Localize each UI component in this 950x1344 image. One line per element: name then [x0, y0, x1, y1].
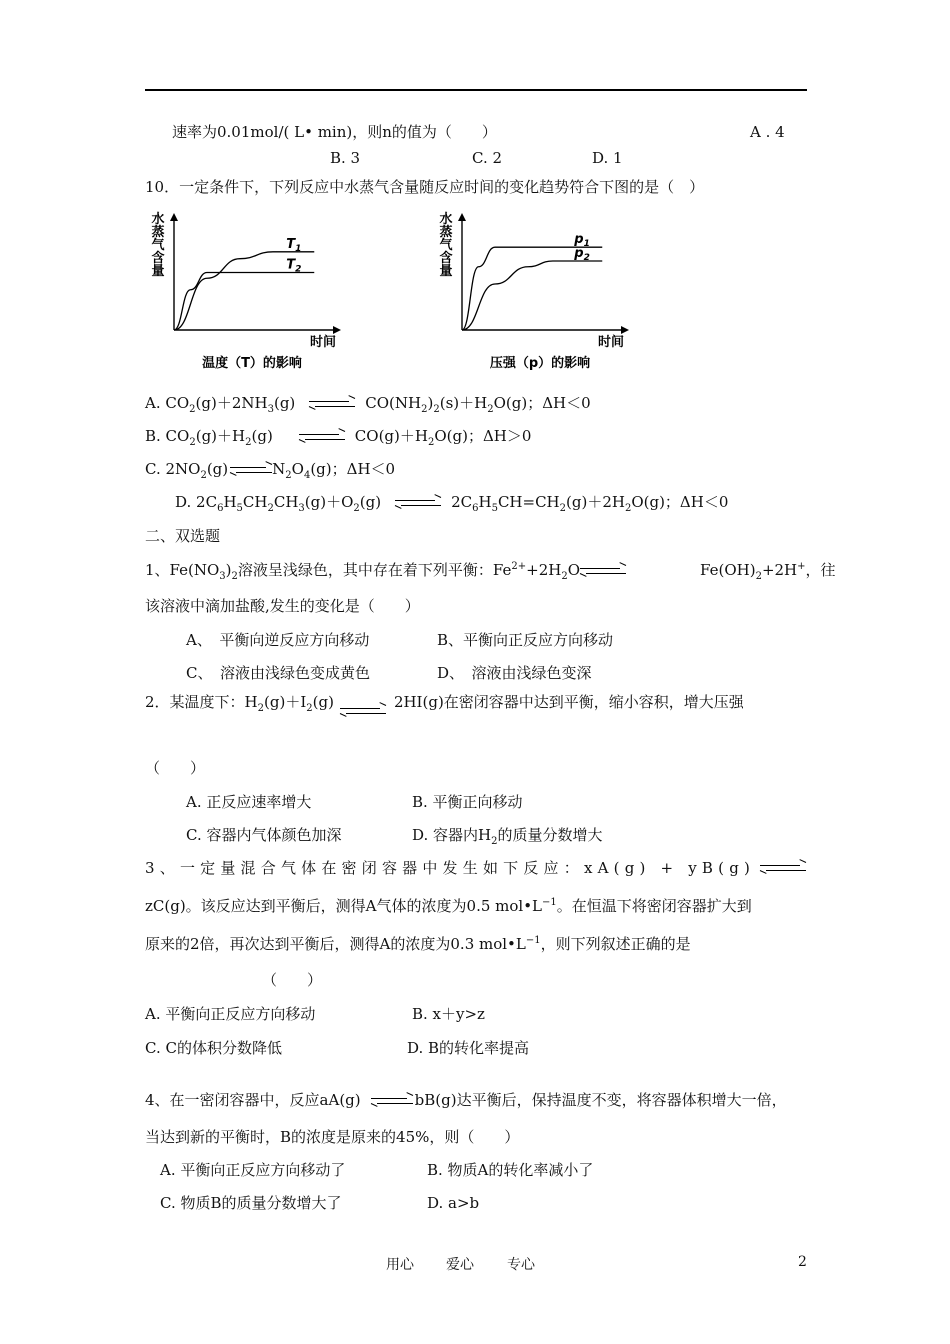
y-axis-label: 蒸 [439, 225, 453, 240]
q10-stem: 10．一定条件下，下列反应中水蒸气含量随反应时间的变化趋势符合下图的是（ ） [145, 178, 705, 196]
series-label-T2: $T_2$ [286, 257, 302, 275]
page-number: 2 [798, 1254, 807, 1270]
q9-option-c: C. 2 [472, 149, 503, 167]
y-axis-label: 量 [439, 264, 453, 279]
equilibrium-arrow-icon [371, 1096, 413, 1106]
y-axis-label: 含 [151, 251, 165, 266]
y-axis-label: 气 [439, 238, 453, 253]
y-axis-label: 蒸 [151, 225, 165, 240]
s2q1-option-a: A、 平衡向逆反应方向移动 [186, 631, 370, 649]
s2q4-option-d: D. a>b [427, 1194, 480, 1212]
q9-option-a: A . 4 [750, 123, 785, 141]
series-label-p1: $p_1$ [574, 232, 590, 250]
series-line-T2 [174, 273, 314, 331]
s2q2-option-b: B. 平衡正向移动 [412, 793, 523, 811]
s2q3-stem-line4: （ ） [262, 971, 323, 989]
footer-slogan-2: 爱心 [446, 1257, 474, 1273]
s2q1-stem-line2: 该溶液中滴加盐酸,发生的变化是（ ） [145, 597, 420, 615]
chart-caption: 温度（T）的影响 [202, 356, 302, 371]
y-axis-arrow-icon [170, 213, 178, 221]
s2q1-option-c: C、 溶液由浅绿色变成黄色 [186, 664, 370, 682]
header-rule [145, 89, 807, 91]
s2q4-option-c: C. 物质B的质量分数增大了 [160, 1194, 342, 1212]
s2q1-stem-line1: 1、$Fe(NO_3)_2$溶液呈浅绿色，其中存在着下列平衡：$Fe^{2+}+2H_2O$ $Fe(OH)_2+2H^+$，往 [145, 561, 836, 582]
s2q4-stem-line2: 当达到新的平衡时，B的浓度是原来的45%，则（ ） [145, 1128, 520, 1146]
equilibrium-arrow-icon [340, 706, 386, 716]
equilibrium-arrow-icon [760, 863, 806, 873]
s2q3-option-d: D. B的转化率提高 [407, 1039, 530, 1057]
q9-stem-tail: 速率为0.01mol/( L• min)，则n的值为（ ） [172, 123, 497, 141]
equilibrium-arrow-icon [309, 399, 355, 409]
chart-temperature [140, 205, 350, 375]
y-axis-arrow-icon [458, 213, 466, 221]
s2q1-option-b: B、平衡向正反应方向移动 [437, 631, 614, 649]
s2q3-stem-line3: 原来的2倍，再次达到平衡后，测得A的浓度为0.3 $mol•L^{-1}$，则下列叙述正确的是 [145, 935, 691, 953]
s2q2-option-c: C. 容器内气体颜色加深 [186, 826, 342, 844]
s2q4-stem-line1: 4、在一密闭容器中，反应aA(g) bB(g)达平衡后，保持温度不变，将容器体积增大一倍， [145, 1091, 787, 1109]
chart-caption: 压强（p）的影响 [489, 356, 591, 371]
series-label-p2: $p_2$ [574, 246, 590, 263]
s2q3-option-c: C. C的体积分数降低 [145, 1039, 282, 1057]
footer-slogan-3: 专心 [507, 1257, 535, 1273]
chart-pressure [428, 205, 638, 375]
equilibrium-arrow-icon [230, 465, 272, 475]
q10-option-a: A. $CO_2(g)+2NH_3(g)$ $CO(NH_2)_2(s)+H_2O(g)$；ΔH＜0 [145, 394, 591, 415]
q9-option-d: D. 1 [592, 149, 623, 167]
q9-option-b: B. 3 [330, 149, 361, 167]
x-axis-label: 时间 [309, 335, 337, 350]
s2q3-stem-line2: zC(g)。该反应达到平衡后，测得A气体的浓度为0.5 $mol•L^{-1}$。在恒温下将密闭容器扩大到 [145, 897, 752, 915]
s2q2-option-d: D. 容器内$H_2$的质量分数增大 [412, 826, 603, 847]
footer-slogan-1: 用心 [386, 1257, 414, 1273]
s2q4-option-a: A. 平衡向正反应方向移动了 [160, 1161, 346, 1179]
s2q1-option-d: D、 溶液由浅绿色变深 [437, 664, 592, 682]
s2q3-option-a: A. 平衡向正反应方向移动 [145, 1005, 316, 1023]
y-axis-label: 水 [151, 212, 165, 227]
y-axis-label: 水 [439, 212, 453, 227]
equilibrium-arrow-icon [299, 432, 345, 442]
s2q3-option-b: B. x＋y>z [412, 1005, 485, 1023]
s2q2-stem-line1: 2．某温度下：$H_2(g)+I_2(g)$ 2HI(g)在密闭容器中达到平衡，缩小容积，增大压强 [145, 693, 744, 714]
y-axis-label: 含 [439, 251, 453, 266]
q10-option-c: C. $2NO_2(g)$ $N_2O_4(g)$；ΔH＜0 [145, 460, 396, 481]
s2q2-option-a: A. 正反应速率增大 [186, 793, 312, 811]
series-line-p2 [462, 261, 602, 330]
equilibrium-arrow-icon [580, 566, 626, 576]
s2q3-stem-line1: 3、一定量混合气体在密闭容器中发生如下反应：xA(g) + yB(g) [145, 859, 756, 877]
series-label-T1: $T_1$ [286, 236, 302, 254]
q10-option-b: B. $CO_2(g)+H_2(g)$ $CO(g)+H_2O(g)$；ΔH＞0 [145, 427, 532, 448]
q10-option-d: D. $2C_6H_5CH_2CH_3(g)+O_2(g)$ $2C_6H_5CH=CH_2(g)+2H_2O(g)$；ΔH＜0 [175, 493, 729, 514]
equilibrium-arrow-icon [395, 498, 441, 508]
s2q2-stem-line2: （ ） [145, 759, 206, 777]
y-axis-label: 气 [151, 238, 165, 253]
x-axis-arrow-icon [621, 326, 629, 334]
y-axis-label: 量 [151, 264, 165, 279]
section-title: 二、双选题 [145, 527, 221, 545]
x-axis-arrow-icon [333, 326, 341, 334]
x-axis-label: 时间 [597, 335, 625, 350]
s2q4-option-b: B. 物质A的转化率减小了 [427, 1161, 594, 1179]
